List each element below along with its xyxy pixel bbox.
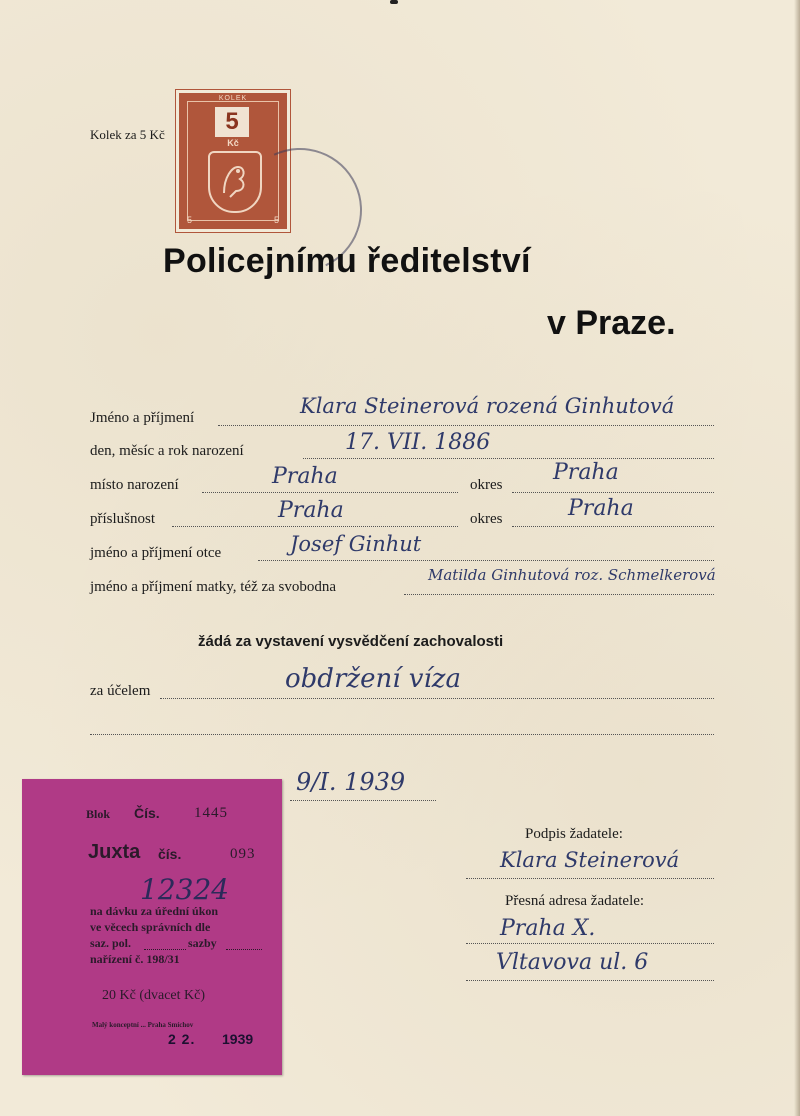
name-label: Jméno a příjmení bbox=[90, 410, 195, 426]
stamp-corner-left: 5 bbox=[187, 215, 193, 225]
date-dotted-line bbox=[290, 800, 436, 801]
stamp-unit: Kč bbox=[227, 138, 239, 148]
mother-dotted-line bbox=[404, 594, 714, 595]
mother-value: Matilda Ginhutová roz. Schmelkerová bbox=[428, 566, 716, 584]
slip-amount: 20 Kč (dvacet Kč) bbox=[102, 988, 206, 1003]
slip-blok-label: Blok bbox=[86, 807, 111, 821]
ink-mark bbox=[390, 0, 398, 4]
address-line-2: Vltavova ul. 6 bbox=[496, 950, 649, 975]
slip-juxta-cis-label: čís. bbox=[158, 846, 182, 862]
slip-cis-label: Čís. bbox=[134, 805, 160, 821]
slip-date-stamp-day: 2 2. bbox=[168, 1031, 196, 1047]
slip-juxta-label: Juxta bbox=[88, 841, 141, 863]
birthplace-label: místo narození bbox=[90, 477, 179, 493]
father-label: jméno a příjmení otce bbox=[90, 545, 222, 561]
stamp-label: Kolek za 5 Kč bbox=[90, 127, 165, 142]
citizenship-district-label: okres bbox=[470, 511, 503, 527]
date-value: 9/I. 1939 bbox=[296, 768, 406, 796]
purpose-value: obdržení víza bbox=[285, 664, 461, 694]
slip-text-line-3b: sazby bbox=[188, 936, 217, 950]
purpose-dotted-line-2 bbox=[90, 734, 714, 735]
slip-text-line-3a: saz. pol. bbox=[90, 936, 132, 950]
heading-line-1: Policejnímu ředitelství bbox=[163, 242, 531, 280]
slip-juxta-number: 093 bbox=[230, 846, 256, 862]
slip-dotted-line-a bbox=[144, 949, 186, 950]
father-dotted-line bbox=[258, 560, 714, 561]
stamp-top-text: KOLEK bbox=[218, 95, 248, 102]
citizenship-dotted-line bbox=[172, 526, 458, 527]
birthplace-value: Praha bbox=[272, 464, 338, 489]
signature-label: Podpis žadatele: bbox=[525, 826, 623, 842]
birthdate-label: den, měsíc a rok narození bbox=[90, 443, 244, 459]
slip-text-line-2: ve věcech správních dle bbox=[90, 920, 211, 934]
stamp-value: 5 bbox=[215, 107, 249, 137]
slip-text-line-4: nařízení č. 198/31 bbox=[90, 952, 180, 966]
page-edge-shadow bbox=[794, 0, 800, 1116]
slip-blok-number: 1445 bbox=[194, 805, 228, 821]
stamp-corner-right: 5 bbox=[273, 215, 279, 225]
signature-value: Klara Steinerová bbox=[500, 848, 680, 872]
fee-slip bbox=[22, 779, 282, 1075]
purpose-label: za účelem bbox=[90, 683, 151, 699]
address-dotted-line-1 bbox=[466, 943, 714, 944]
citizenship-value: Praha bbox=[278, 498, 344, 523]
citizenship-district-value: Praha bbox=[568, 496, 634, 521]
purpose-dotted-line bbox=[160, 698, 714, 699]
address-dotted-line-2 bbox=[466, 980, 714, 981]
slip-handwritten-number: 12324 bbox=[140, 873, 230, 906]
birthplace-district-label: okres bbox=[470, 477, 503, 493]
name-dotted-line bbox=[218, 425, 714, 426]
mother-label: jméno a příjmení matky, též za svobodna bbox=[90, 579, 337, 595]
slip-date-stamp-year: 1939 bbox=[222, 1031, 254, 1047]
birthplace-district-dotted-line bbox=[512, 492, 714, 493]
heading-line-2: v Praze. bbox=[547, 304, 676, 342]
birthdate-dotted-line bbox=[303, 458, 714, 459]
citizenship-label: příslušnost bbox=[90, 511, 156, 527]
address-line-1: Praha X. bbox=[500, 916, 596, 941]
signature-dotted-line bbox=[466, 878, 714, 879]
address-label: Přesná adresa žadatele: bbox=[505, 893, 645, 909]
citizenship-district-dotted-line bbox=[512, 526, 714, 527]
birthplace-district-value: Praha bbox=[553, 460, 619, 485]
birthdate-value: 17. VII. 1886 bbox=[345, 430, 491, 455]
slip-text-line-1: na dávku za úřední úkon bbox=[90, 904, 219, 918]
father-value: Josef Ginhut bbox=[290, 532, 422, 556]
name-value: Klara Steinerová rozená Ginhutová bbox=[300, 394, 675, 418]
birthplace-dotted-line bbox=[202, 492, 458, 493]
request-heading: žádá za vystavení vysvědčení zachovalosti bbox=[198, 633, 504, 650]
slip-dotted-line-b bbox=[226, 949, 262, 950]
slip-footer-text: Malý konceptní ... Praha Smíchov bbox=[92, 1021, 194, 1029]
